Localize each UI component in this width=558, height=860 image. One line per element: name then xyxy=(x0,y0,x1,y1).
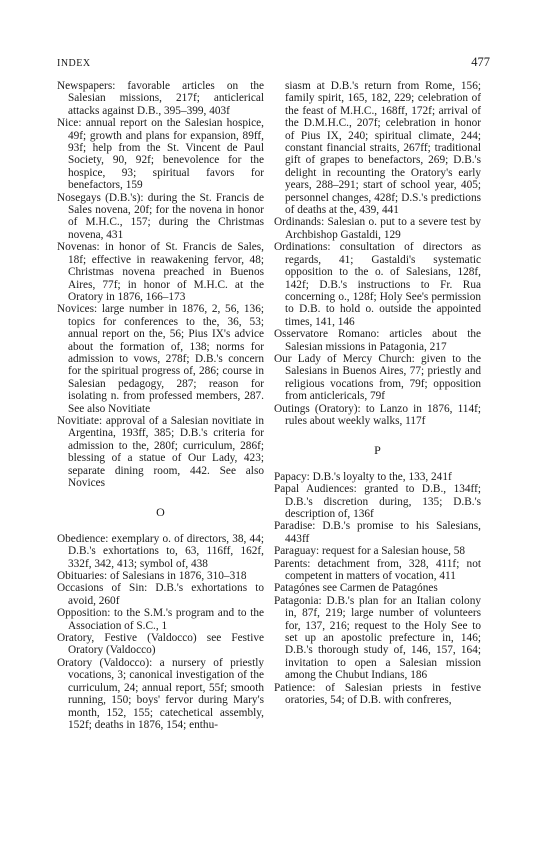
index-column-left xyxy=(57,80,264,731)
index-entry: Novenas: in honor of St. Francis de Sales, 18f; effective in reawakening fervor, 48; Christmas novena preached in Buenos Aires, 77f; in honor of M.H.C. at the Oratory in 1876, 166–173 xyxy=(57,241,264,303)
index-entry: Papal Audiences: granted to D.B., 134ff; D.B.'s discretion during, 135; D.B.'s description of, 136f xyxy=(274,483,481,520)
index-entry: Obedience: exemplary o. of directors, 38, 44; D.B.'s exhortations to, 63, 116ff, 162f, 332f, 342, 413; symbol of, 438 xyxy=(57,532,264,570)
index-entry: Newspapers: favorable articles on the Salesian missions, 217f; anticlerical attacks against D.B., 395–399, 403f xyxy=(57,80,264,117)
index-entry: Parents: detachment from, 328, 411f; not competent in matters of vocation, 411 xyxy=(274,557,481,583)
index-entry: Oratory (Valdocco): a nursery of priestly vocations, 3; canonical investigation of the curriculum, 24; annual report, 55f; smooth running, 150; boys' fervor during Mary's month, 152, 155; catechetical assembly, 152f; deaths in 1876, 154; enthu- xyxy=(57,656,264,731)
index-entry: Oratory, Festive (Valdocco) see Festive Oratory (Valdocco) xyxy=(57,632,264,657)
index-entry: Obituaries: of Salesians in 1876, 310–318 xyxy=(57,570,247,583)
index-column-right xyxy=(274,80,481,707)
index-entry: Our Lady of Mercy Church: given to the Salesians in Buenos Aires, 77; priestly and religious vocations from, 79f; opposition from anticlericals, 79f xyxy=(274,352,481,403)
index-entry: Patagónes see Carmen de Patagónes xyxy=(274,582,438,595)
index-entry: Novices: large number in 1876, 2, 56, 136; topics for conferences to the, 36, 53; annual report on the, 56; Pius IX's advice about the formation of, 138; norms for admission to vows, 278f; D.B.'s concern for the spiritual progress of, 286; course in Salesian pedagogy, 287; reason for isolating n. from professed members, 287. See also Novitiate xyxy=(57,303,264,415)
index-entry: Papacy: D.B.'s loyalty to the, 133, 241f xyxy=(274,470,452,483)
index-entry: Opposition: to the S.M.'s program and to the Association of S.C., 1 xyxy=(57,607,264,632)
page-number: 477 xyxy=(471,55,490,69)
index-entry: Nice: annual report on the Salesian hospice, 49f; growth and plans for expansion, 89ff, 93f; help from the St. Vincent de Paul Society, 90, 92f; benevolence for the hospice, 93; spiritual favors for benefactors, 159 xyxy=(57,117,264,192)
index-entry-continuation: siasm at D.B.'s return from Rome, 156; family spirit, 165, 182, 229; celebration of the feast of M.H.C., 168ff, 172f; arrival of the D.M.H.C., 207f; celebration in honor of Pius IX, 240; spiritual climate, 244; constant financial straits, 267ff; traditional gift of grapes to benefactors, 269; D.B.'s delight in recounting the Oratory's early years, 288–291; start of school year, 405; personnel changes, 428f; D.S.'s predictions of deaths at the, 439, 441 xyxy=(285,80,481,217)
index-entry: Patagonia: D.B.'s plan for an Italian colony in, 87f, 219; large number of volunteers for, 137, 216; request to the Holy See to set up an apostolic prefecture in, 146; D.B.'s thorough study of, 146, 157, 164; invitation to open a Salesian mission among the Chubut Indians, 186 xyxy=(274,594,481,682)
index-entry: Paraguay: request for a Salesian house, 58 xyxy=(274,545,466,558)
index-entry: Ordinands: Salesian o. put to a severe test by Archbishop Gastaldi, 129 xyxy=(274,216,481,241)
section-letter-p: P xyxy=(374,443,381,458)
index-entry: Novitiate: approval of a Salesian novitiate in Argentina, 193ff, 385; D.B.'s criteria for admission to the, 280f; curriculum, 286f; blessing of a statue of Our Lady, 423; separate dining room, 442. See also Novices xyxy=(57,414,264,489)
index-entry: Patience: of Salesian priests in festive oratories, 54; of D.B. with confreres, xyxy=(274,681,481,707)
section-letter-o: O xyxy=(156,505,165,520)
index-entry: Occasions of Sin: D.B.'s exhortations to avoid, 260f xyxy=(57,582,264,607)
running-header-section: INDEX xyxy=(57,58,91,69)
index-entry: Outings (Oratory): to Lanzo in 1876, 114f; rules about weekly walks, 117f xyxy=(274,402,481,427)
index-entry: Nosegays (D.B.'s): during the St. Francis de Sales novena, 20f; for the novena in honor of M.H.C., 157; during the Christmas novena, 431 xyxy=(57,191,264,241)
index-entry: Paradise: D.B.'s promise to his Salesians, 443ff xyxy=(274,520,481,545)
index-entry: Ordinations: consultation of directors as regards, 41; Gastaldi's systematic opposition to the o. of Salesians, 128f, 142f; D.B.'s instructions to Fr. Rua concerning o., 128f; Holy See's permission to D.B. to hold o. outside the appointed times, 141, 146 xyxy=(274,241,481,328)
index-entry: Osservatore Romano: articles about the Salesian missions in Patagonia, 217 xyxy=(274,328,481,353)
